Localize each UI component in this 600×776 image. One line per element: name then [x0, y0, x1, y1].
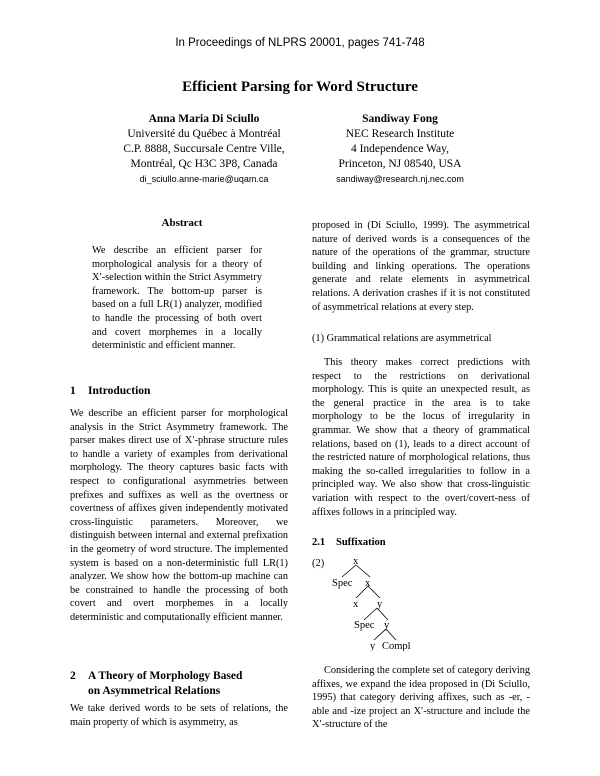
section-heading-introduction	[70, 384, 290, 399]
subsection-heading-suffixation	[312, 537, 386, 548]
author-block-2	[300, 112, 500, 187]
author-name: Anna Maria Di Sciullo	[148, 113, 260, 125]
tree-node-y: y	[384, 620, 390, 631]
section-title: Introduction	[88, 385, 151, 397]
right-column-paragraph-2	[312, 356, 530, 519]
example-1: (1) Grammatical relations are asymmetrical	[312, 333, 492, 344]
author-name: Sandiway Fong	[362, 113, 438, 125]
author-address-line: Princeton, NJ 08540, USA	[338, 158, 462, 170]
subsection-title: Suffixation	[336, 537, 386, 548]
tree-node-x: x	[365, 578, 371, 589]
abstract-paragraph: We describe an efficient parser for morphological analysis for a theory of X′-selection within the Strict Asymmetry framework. The bottom-up parser is based on a full LR(1) analyzer, modified to handle the processing of both overt and covert morphemes in a locally deterministic and efficient manner.	[92, 245, 262, 352]
example-2-tree	[312, 551, 512, 651]
tree-node-compl: Compl	[382, 641, 411, 651]
section-title: A Theory of Morphology Based	[88, 670, 243, 682]
section-number: 2	[70, 670, 76, 682]
section-number: 1	[70, 385, 76, 397]
author-block-1	[104, 112, 304, 187]
tree-node-spec: Spec	[354, 620, 375, 631]
subsection-number: 2.1	[312, 537, 326, 548]
section-heading-theory	[70, 669, 295, 699]
body-paragraph: proposed in (Di Sciullo, 1999). The asymmetrical nature of derived words is a consequences of the nature of the operations of the grammar, structure building and linking operations. The operations generate and relate elements in asymmetrical relations. A derivation crashes if it is not constituted of asymmetrical relations at every step.	[312, 220, 530, 313]
author-address-line: 4 Independence Way,	[350, 143, 450, 155]
author-affiliation: NEC Research Institute	[345, 128, 455, 140]
paper-title: Efficient Parsing for Word Structure	[182, 79, 418, 95]
abstract-text	[92, 244, 262, 353]
tree-edge	[364, 608, 377, 620]
tree-node-y: y	[370, 641, 376, 651]
body-paragraph: This theory makes correct predictions with respect to the restrictions on derivational morphology. This is quite an unexpected result, as the general practice in the area is to take morphology to be the locus of irregularity in grammar. We show that a theory of grammatical relations, based on (1), leads to a direct account of the restricted nature of morphological relations, thus making the so-called irregularities to follow in a principled way. We also show that cross-linguistic variation with respect to the overt/covert-ness of affixes follows in a principled way.	[312, 357, 530, 518]
example-number: (2)	[312, 558, 325, 569]
syntax-tree-diagram	[312, 551, 512, 651]
author-email: sandiway@research.nj.nec.com	[336, 174, 464, 184]
author-address-line: C.P. 8888, Succursale Centre Ville,	[123, 143, 285, 155]
author-address-line: Montréal, Qc H3C 3P8, Canada	[130, 158, 278, 170]
tree-node-x: x	[353, 599, 359, 610]
proceedings-header: In Proceedings of NLPRS 20001, pages 741-748	[175, 37, 425, 49]
tree-node-y: y	[377, 599, 383, 610]
author-affiliation: Université du Québec à Montréal	[127, 128, 281, 140]
theory-text	[70, 702, 288, 729]
body-paragraph: We describe an efficient parser for morphological analysis in the Strict Asymmetry framework. The parser makes direct use of X′-phrase structure rules to handle a variety of examples from derivational morphology. The theory captures basic facts with respect to configurational asymmetries between prefixes and suffixes as well as the overtness or covertness of affixes given independently motivated cross-linguistic parameters. Moreover, we distinguish between internal and external prefixation in the geometry of word structure. The implemented system is based on a non-deterministic full LR(1) analyzer. We show how the bottom-up machine can be constrained to handle the processing of both covert and overt morphemes in a locally deterministic and computationally efficient manner.	[70, 408, 288, 623]
body-paragraph: Considering the complete set of category deriving affixes, we expand the idea proposed in (Di Sciullo, 1995) that category deriving affixes, such as -er, -able and -ize project an X′-structure and include the X′-structure of the	[312, 665, 530, 731]
body-paragraph: We take derived words to be sets of relations, the main property of which is asymmetry, as	[70, 703, 288, 728]
tree-node-x: x	[353, 556, 359, 567]
introduction-text	[70, 407, 288, 625]
abstract-heading: Abstract	[161, 217, 203, 229]
section-title-continuation: on Asymmetrical Relations	[88, 685, 221, 697]
author-email: di_sciullo.anne-marie@uqam.ca	[139, 174, 269, 184]
right-column-paragraph-1	[312, 219, 530, 314]
right-column-paragraph-3	[312, 664, 530, 732]
tree-node-spec: Spec	[332, 578, 353, 589]
